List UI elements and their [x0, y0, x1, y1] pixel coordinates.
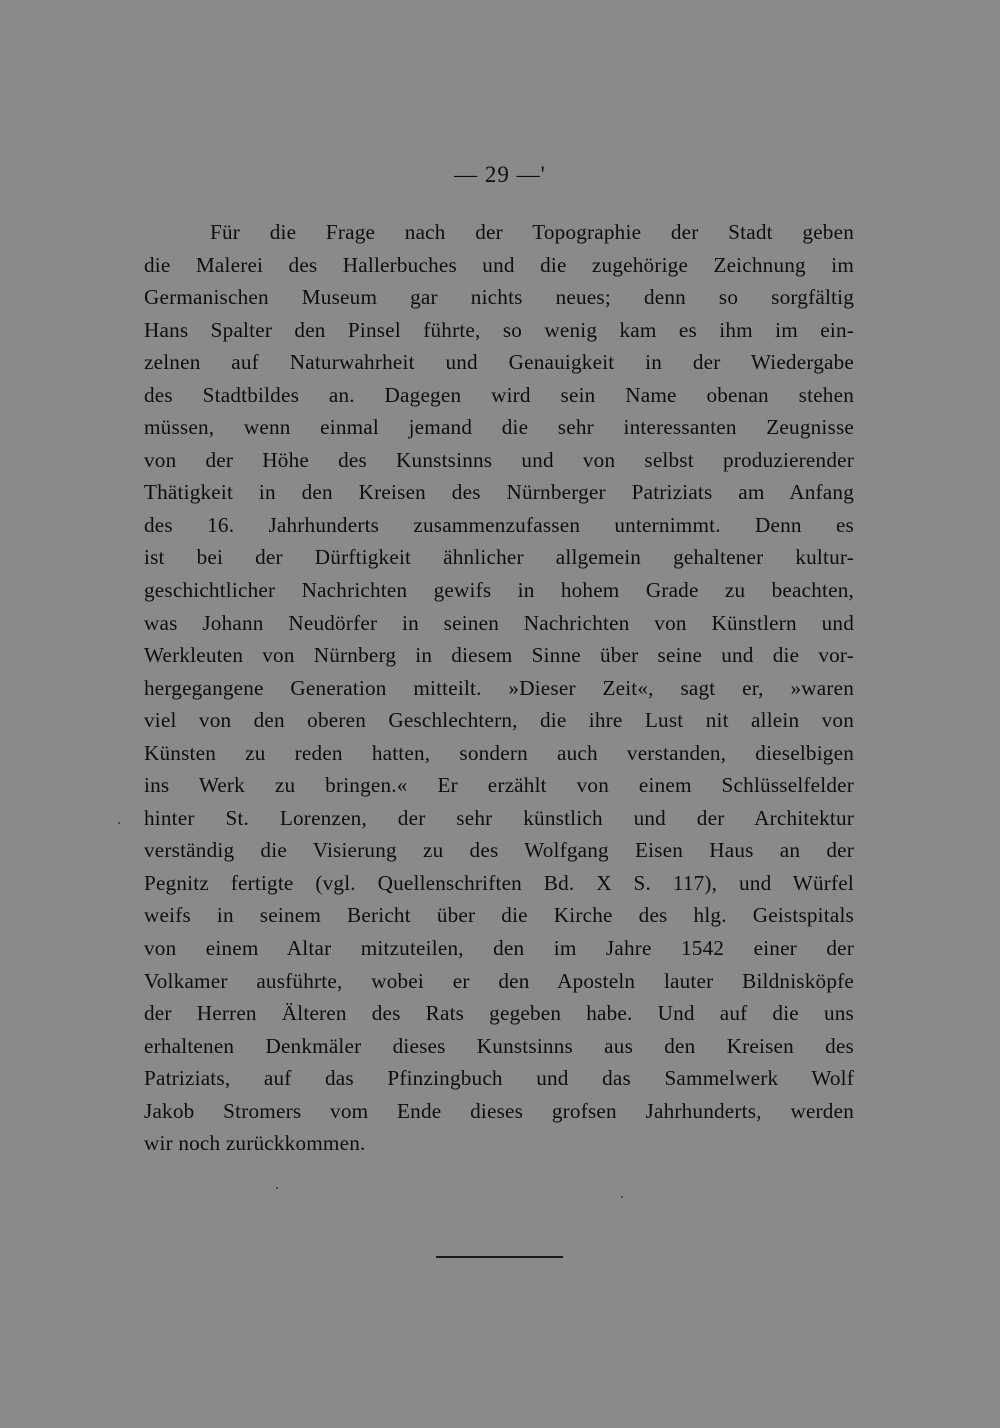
text-line: die Malerei des Hallerbuches und die zugehörige Zeichnung im [144, 252, 854, 277]
text-line: viel von den oberen Geschlechtern, die ihre Lust nit allein von [144, 708, 854, 733]
text-line: hinter St. Lorenzen, der sehr künstlich und der Architektur [144, 805, 854, 830]
text-line: wir noch zurückkommen. [144, 1131, 366, 1156]
text-line: des Stadtbildes an. Dagegen wird sein Name obenan stehen [144, 382, 854, 407]
text-line: Germanischen Museum gar nichts neues; denn so sorgfältig [144, 285, 854, 310]
print-speck [276, 1187, 278, 1189]
text-line: Volkamer ausführte, wobei er den Aposteln lauter Bildnisköpfe [144, 968, 854, 993]
text-line: Thätigkeit in den Kreisen des Nürnberger Patriziats am Anfang [144, 480, 854, 505]
text-line: von einem Altar mitzuteilen, den im Jahre 1542 einer der [144, 936, 854, 961]
text-line: müssen, wenn einmal jemand die sehr interessanten Zeugnisse [144, 415, 854, 440]
text-line: Für die Frage nach der Topographie der Stadt geben [210, 220, 854, 244]
text-line: hergegangene Generation mitteilt. »Dieser Zeit«, sagt er, »waren [144, 675, 854, 700]
print-speck [621, 1196, 623, 1198]
print-speck [118, 822, 120, 824]
text-line: der Herren Älteren des Rats gegeben habe. Und auf die uns [144, 1001, 854, 1026]
body-paragraph [144, 216, 854, 1160]
text-line: erhaltenen Denkmäler dieses Kunstsinns aus den Kreisen des [144, 1033, 854, 1058]
text-line: Werkleuten von Nürnberg in diesem Sinne über seine und die vor- [144, 643, 854, 668]
text-line: was Johann Neudörfer in seinen Nachrichten von Künstlern und [144, 610, 854, 635]
text-line: weifs in seinem Bericht über die Kirche des hlg. Geistspitals [144, 903, 854, 928]
text-line: zelnen auf Naturwahrheit und Genauigkeit in der Wiedergabe [144, 350, 854, 375]
text-line: Hans Spalter den Pinsel führte, so wenig kam es ihm im ein- [144, 317, 854, 342]
text-line: geschichtlicher Nachrichten gewifs in hohem Grade zu beachten, [144, 578, 854, 603]
text-line: Pegnitz fertigte (vgl. Quellenschriften Bd. X S. 117), und Würfel [144, 870, 854, 895]
page-number: — 29 —' [454, 162, 546, 187]
text-line: des 16. Jahrhunderts zusammenzufassen unternimmt. Denn es [144, 512, 854, 537]
text-line: Jakob Stromers vom Ende dieses grofsen Jahrhunderts, werden [144, 1098, 854, 1123]
text-line: verständig die Visierung zu des Wolfgang Eisen Haus an der [144, 838, 854, 863]
text-line: Patriziats, auf das Pfinzingbuch und das Sammelwerk Wolf [144, 1066, 854, 1091]
text-line: von der Höhe des Kunstsinns und von selbst produzierender [144, 447, 854, 472]
text-line: Künsten zu reden hatten, sondern auch verstanden, dieselbigen [144, 740, 854, 765]
text-line: ins Werk zu bringen.« Er erzählt von einem Schlüsselfelder [144, 773, 854, 798]
text-line: ist bei der Dürftigkeit ähnlicher allgemein gehaltener kultur- [144, 545, 854, 570]
end-rule [436, 1256, 563, 1258]
